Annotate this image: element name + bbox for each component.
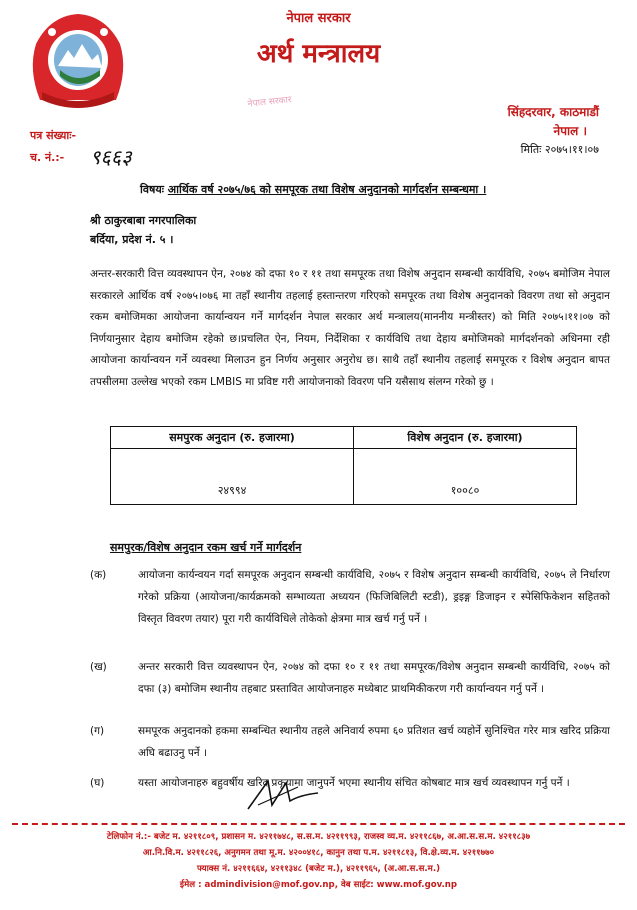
guideline-item: [90, 656, 610, 700]
guideline-item: [90, 772, 610, 794]
guidelines-title: समपुरक/विशेष अनुदान रकम खर्च गर्ने मार्गदर्शन: [110, 541, 302, 554]
reference-number-label: पत्र संख्याः-: [30, 129, 77, 142]
dispatch-number-handwritten: ९६६३: [90, 145, 132, 169]
guideline-text: अन्तर सरकारी वित्त व्यवस्थापन ऐन, २०७४ को दफा १० र ११ तथा समपूरक/विशेष अनुदान सम्बन्धी कार्यविधि, २०७५ को दफा (३) बमोजिम स्थानीय तहबाट प्रस्तावित आयोजनाहरु मध्येबाट प्राथमिकीकरण गरी कार्यान्वयन गर्नु पर्ने ।: [138, 661, 610, 695]
guideline-text: यस्ता आयोजनाहरु बहुवर्षीय खरिद प्रकृयामा जानुपर्ने भएमा स्थानीय संचित कोषबाट मात्र खर्च व्यवस्थापन गर्नु पर्ने ।: [138, 777, 570, 789]
addressee-name: श्री ठाकुरबाबा नगरपालिका: [90, 214, 197, 227]
table-row: [111, 449, 577, 505]
subject-label: विषयः: [140, 183, 164, 196]
guideline-marker: (ग): [90, 725, 105, 737]
faded-stamp: नेपाल सरकार: [247, 95, 293, 110]
grant-amounts-table: [110, 426, 577, 505]
complementary-grant-amount: २४९९४: [111, 449, 354, 505]
guideline-marker: (क): [90, 569, 107, 581]
guideline-marker: (घ): [90, 777, 105, 789]
handwritten-signature: [238, 775, 328, 815]
guideline-item: [90, 720, 610, 764]
letter-date: मितिः २०७५।११।०७: [520, 143, 599, 156]
footer-fax-line: फ्याक्स नं. ४२११६६४, ४२११३४८ (बजेट म.), ४२११९६५, (अ.आ.स.स.म.): [196, 864, 441, 874]
government-name: नेपाल सरकार: [286, 11, 351, 26]
table-header-row: [111, 427, 577, 449]
table-header-special-grant: विशेष अनुदान (रु. हजारमा): [353, 427, 576, 449]
special-grant-amount: १००८०: [353, 449, 576, 505]
footer-divider: [12, 823, 625, 825]
address-line-1: सिंहदरवार, काठमाडौं: [507, 105, 599, 119]
guideline-text: आयोजना कार्यन्वयन गर्दा समपूरक अनुदान सम्बन्धी कार्यविधि, २०७५ र विशेष अनुदान सम्बन्धी कार्यविधि, २०७५ ले निर्धारण गरेको प्रक्रिया (आयोजना/कार्यक्रमको सम्भाव्यता अध्ययन (फिजिबिलिटी स्टडी), ड्रइङ्ग डिजाइन र स्पेसिफिकेशन सहितको विस्तृत विवरण तयार) पूरा गरी कार्यविधिले तोकेको क्षेत्रमा मात्र खर्च गर्नु पर्ने ।: [138, 569, 610, 625]
addressee-location: बर्दिया, प्रदेश नं. ५ ।: [90, 233, 174, 246]
table-header-complementary-grant: समपुरक अनुदान (रु. हजारमा): [111, 427, 354, 449]
footer-telephone-line: टेलिफोन नं.:- बजेट म. ४२११८०९, प्रशासन म. ४२११७४८, स.स.म. ४२११९९३, राजस्व व्य.म. ४२११८६७, अ.आ.स.स.म. ४२११८३७: [106, 832, 531, 842]
subject-text: आर्थिक वर्ष २०७५/७६ को समपूरक तथा विशेष अनुदानको मार्गदर्शन सम्बन्धमा ।: [167, 183, 487, 196]
guideline-text: समपूरक अनुदानको हकमा सम्बन्धित स्थानीय तहले अनिवार्य रुपमा ६० प्रतिशत खर्च व्यहोर्ने सुनिश्चित गरेर मात्र खरिद प्रक्रिया अघि बढाउनु पर्ने ।: [138, 725, 610, 759]
footer-contact-line: ईमेल : admindivision@mof.gov.np, वेब साईट: www.mof.gov.np: [179, 880, 458, 890]
address-line-2: नेपाल ।: [553, 124, 587, 138]
guideline-marker: (ख): [90, 661, 107, 673]
ministry-name: अर्थ मन्त्रालय: [256, 39, 381, 69]
footer-telephone-line-2: आ.नि.वि.म. ४२११८२६, अनुगमन तथा मू.म. ४२००४१८, कानुन तथा प.म. ४२११८१३, वि.क्षे.व्य.म. ४२११७७०: [142, 848, 495, 858]
dispatch-number-label: च. नं.:-: [30, 151, 65, 164]
guideline-item: [90, 564, 610, 630]
subject-line: [140, 182, 486, 197]
body-paragraph: अन्तर-सरकारी वित्त व्यवस्थापन ऐन, २०७४ को दफा १० र ११ तथा समपूरक तथा विशेष अनुदान सम्बन्धी कार्यविधि, २०७५ बमोजिम नेपाल सरकारले आर्थिक वर्ष २०७५।०७६ मा तहाँ स्थानीय तहलाई हस्तान्तरण गरिएको समपूरक तथा विशेष अनुदानको विवरण तथा सो अनुदान रकम बमोजिमका आयोजना कार्यान्वयन गर्ने मार्गदर्शन नेपाल सरकार अर्थ मन्त्रालय(माननीय मन्त्रीस्तर) को मिति २०७५।११।०७ को निर्णयानुसार देहाय बमोजिम रहेको छ।प्रचलित ऐन, नियम, निर्देशिका र कार्यविधि तथा देहाय बमोजिमको मार्गदर्शनको अधिनमा रही आयोजना कार्यान्वयन गर्ने व्यवस्था मिलाउन हुन निर्णय अनुसार अनुरोध छ। साथै तहाँ स्थानीय तहलाई समपूरक र विशेष अनुदान बापत तपसीलमा उल्लेख भएको रकम LMBIS मा प्रविष्ट गरी आयोजनाको विवरण पनि यसैसाथ संलग्न गरेको छु ।: [90, 268, 610, 388]
